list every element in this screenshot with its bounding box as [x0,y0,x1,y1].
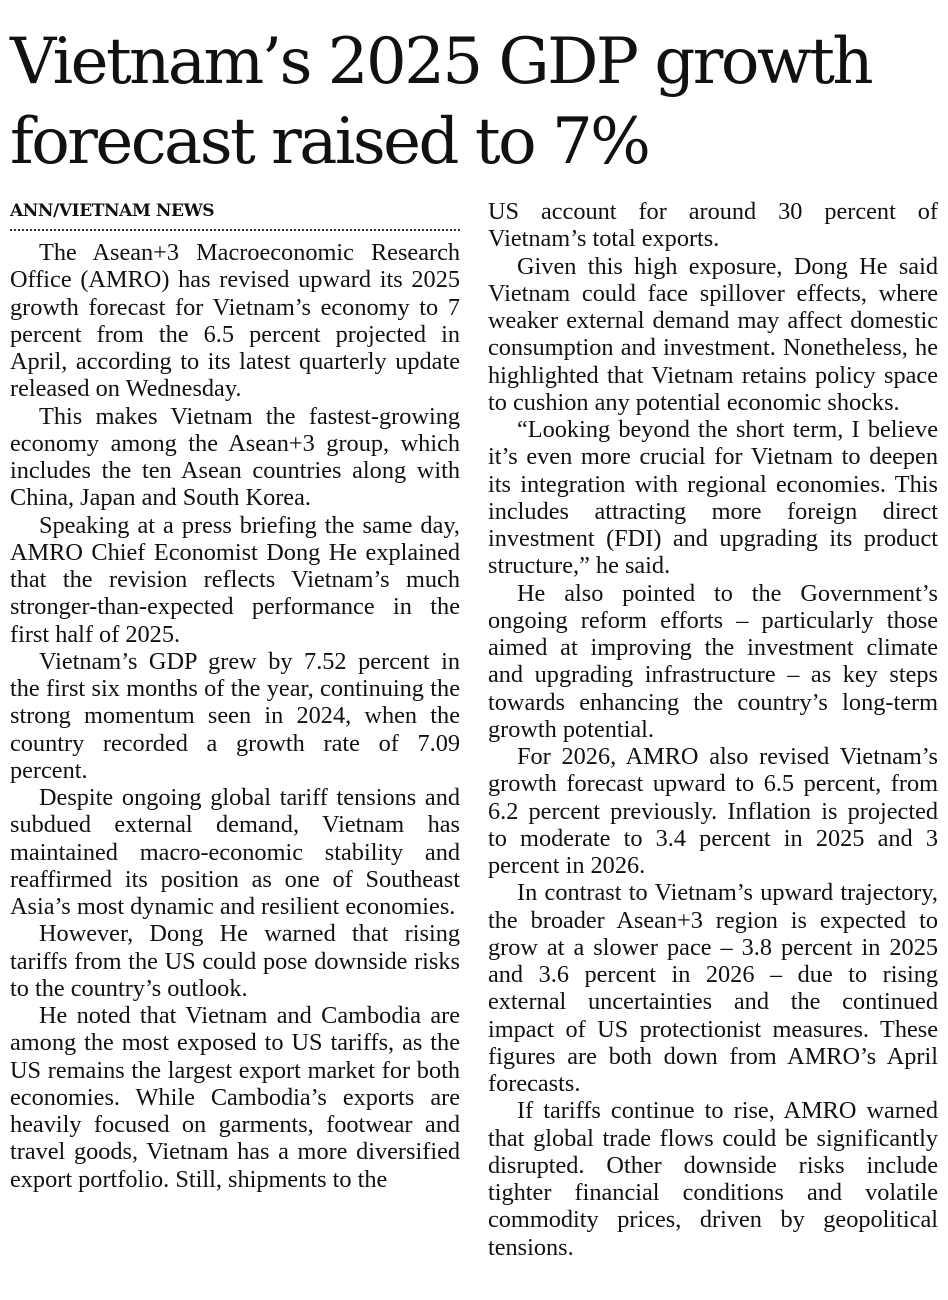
paragraph: The Asean+3 Macroeconomic Research Office (AMRO) has revised upward its 2025 growth forecast for Vietnam’s economy to 7 percent from the 6.5 percent projected in April, according to its latest quarterly update released on Wednesday. [10,239,460,403]
paragraph: This makes Vietnam the fastest-growing economy among the Asean+3 group, which includes the ten Asean countries along with China, Japan and South Korea. [10,402,460,512]
paragraph-continued: US account for around 30 percent of Vietnam’s total exports. [488,198,938,253]
paragraph: If tariffs continue to rise, AMRO warned that global trade flows could be significantly disrupted. Other downside risks include tighter financial conditions and volatile commodity prices, driven by geopolitical tensions. [488,1097,938,1261]
paragraph: He noted that Vietnam and Cambodia are among the most exposed to US tariffs, as the US remains the largest export market for both economies. While Cambodia’s exports are heavily focused on garments, footwear and travel goods, Vietnam has a more diversified export portfolio. Still, shipments to the [10,1002,460,1193]
paragraph: However, Dong He warned that rising tariffs from the US could pose downside risks to the country’s outlook. [10,920,460,1002]
headline: Vietnam’s 2025 GDP growth forecast raised to 7% [10,25,872,179]
paragraph: Given this high exposure, Dong He said Vietnam could face spillover effects, where weaker external demand may affect domestic consumption and investment. Nonetheless, he highlighted that Vietnam retains policy space to cushion any potential economic shocks. [488,252,938,416]
paragraph: He also pointed to the Government’s ongoing reform efforts – particularly those aimed at improving the investment climate and upgrading infrastructure – as key steps towards enhancing the country’s long-term growth potential. [488,579,938,743]
paragraph: In contrast to Vietnam’s upward trajectory, the broader Asean+3 region is expected to grow at a slower pace – 3.8 percent in 2025 and 3.6 percent in 2026 – due to rising external uncertainties and the continued impact of US protectionist measures. These figures are both down from AMRO’s April forecasts. [488,879,938,1097]
article-column-left [10,198,460,1193]
paragraph: For 2026, AMRO also revised Vietnam’s growth forecast upward to 6.5 percent, from 6.2 percent previously. Inflation is projected to moderate to 3.4 percent in 2025 and 3 percent in 2026. [488,743,938,879]
paragraph: Vietnam’s GDP grew by 7.52 percent in the first six months of the year, continuing the strong momentum seen in 2024, when the country recorded a growth rate of 7.09 percent. [10,647,460,784]
paragraph: Despite ongoing global tariff tensions and subdued external demand, Vietnam has maintained macro-economic stability and reaffirmed its position as one of Southeast Asia’s most dynamic and resilient economies. [10,784,460,920]
paragraph: Speaking at a press briefing the same day, AMRO Chief Economist Dong He explained that the revision reflects Vietnam’s much stronger-than-expected performance in the first half of 2025. [10,511,460,648]
article-column-right [488,198,938,1261]
paragraph: “Looking beyond the short term, I believe it’s even more crucial for Vietnam to deepen its integration with regional economies. This includes attracting more foreign direct investment (FDI) and upgrading its product structure,” he said. [488,416,938,580]
byline: ANN/VIETNAM NEWS [10,198,460,231]
